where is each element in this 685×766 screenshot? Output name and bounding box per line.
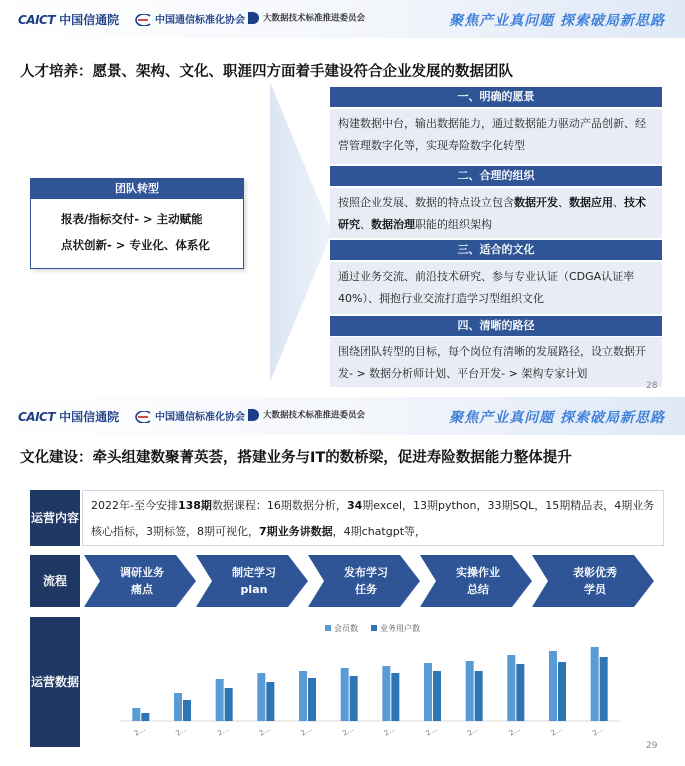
ccsa-icon xyxy=(134,411,152,423)
slide-29 xyxy=(0,397,685,766)
header-banner xyxy=(0,0,685,38)
bar-1-4 xyxy=(308,678,316,721)
slogan: 聚焦产业真问题 探索破局新思路 xyxy=(449,13,665,29)
x-tick-label-4: 2… xyxy=(299,724,314,738)
x-tick-label-6: 2… xyxy=(382,724,397,738)
x-tick-label-3: 2… xyxy=(257,724,272,738)
legend-swatch-0 xyxy=(325,625,331,631)
label-ops-content: 运营内容 xyxy=(30,490,80,546)
bar-0-5 xyxy=(341,668,349,721)
bar-1-10 xyxy=(558,662,566,721)
section-path-head: 四、清晰的路径 xyxy=(330,316,662,336)
legend-label-1: 业务用户数 xyxy=(380,624,420,633)
bdsc-icon xyxy=(246,11,260,25)
legend-swatch-1 xyxy=(371,625,377,631)
bar-0-2 xyxy=(216,679,224,721)
section-organization-head: 二、合理的组织 xyxy=(330,166,662,186)
team-transformation-card xyxy=(30,178,244,269)
bar-1-1 xyxy=(183,700,191,721)
section-organization-body: 按照企业发展、数据的特点设立包含数据开发、数据应用、技术研究、数据治理职能的组织架构 xyxy=(330,188,662,238)
process-step-1: 调研业务 痛点 xyxy=(120,566,164,596)
x-tick-label-8: 2… xyxy=(466,724,481,738)
process-step-2: 制定学习 plan xyxy=(232,566,276,596)
bar-1-6 xyxy=(391,673,399,721)
bar-1-3 xyxy=(266,682,274,721)
bdsc-logo: 大数据技术标准推进委员会 xyxy=(246,11,365,25)
team-card-line-1: 报表/指标交付- > 主动赋能 xyxy=(61,212,203,226)
bar-1-0 xyxy=(141,713,149,721)
bar-0-6 xyxy=(382,666,390,721)
header-banner xyxy=(0,397,685,435)
section-vision-head: 一、明确的愿景 xyxy=(330,87,662,107)
bar-0-10 xyxy=(549,651,557,721)
bar-0-4 xyxy=(299,671,307,721)
process-step-3: 发布学习 任务 xyxy=(344,566,388,596)
label-ops-data: 运营数据 xyxy=(30,617,80,747)
x-tick-label-7: 2… xyxy=(424,724,439,738)
section-culture-head: 三、适合的文化 xyxy=(330,240,662,260)
team-card-heading: 团队转型 xyxy=(31,179,243,199)
bar-0-7 xyxy=(424,663,432,721)
bar-0-0 xyxy=(132,708,140,721)
team-card-line-2: 点状创新- > 专业化、体系化 xyxy=(61,238,210,252)
x-tick-label-9: 2… xyxy=(507,724,522,738)
page-number: 29 xyxy=(646,741,658,751)
slide-title: 文化建设：牵头组建数聚菁英荟，搭建业务与IT的数桥梁，促进寿险数据能力整体提升 xyxy=(20,450,572,466)
bar-1-5 xyxy=(350,676,358,721)
section-path-body: 围绕团队转型的目标，每个岗位有清晰的发展路径，设立数据开发- > 数据分析师计划、平台开发- > 架构专家计划 xyxy=(330,337,662,387)
bar-1-11 xyxy=(600,657,608,721)
bar-1-8 xyxy=(475,671,483,721)
x-tick-label-11: 2… xyxy=(591,724,606,738)
bar-0-8 xyxy=(466,661,474,721)
bdsc-logo: 大数据技术标准推进委员会 xyxy=(246,408,365,422)
bar-0-9 xyxy=(507,655,515,721)
slogan: 聚焦产业真问题 探索破局新思路 xyxy=(449,410,665,426)
x-tick-label-2: 2… xyxy=(216,724,231,738)
bar-0-3 xyxy=(257,673,265,721)
x-tick-label-0: 2… xyxy=(132,724,147,738)
process-step-4: 实操作业 总结 xyxy=(456,566,500,596)
ccsa-icon xyxy=(134,14,152,26)
bar-0-11 xyxy=(591,647,599,721)
caict-logo: CAICT 中国信通院 xyxy=(18,410,120,424)
section-culture-body: 通过业务交流、前沿技术研究、参与专业认证（CDGA认证率40%）、拥抱行业交流打造学习型组织文化 xyxy=(330,262,662,314)
bar-1-9 xyxy=(516,664,524,721)
bar-1-7 xyxy=(433,671,441,721)
x-tick-label-5: 2… xyxy=(341,724,356,738)
legend-label-0: 会员数 xyxy=(334,624,358,633)
label-process: 流程 xyxy=(30,555,80,607)
section-vision-body: 构建数据中台，输出数据能力，通过数据能力驱动产品创新、经营管理数字化等，实现寿险数字化转型 xyxy=(330,109,662,164)
ops-content-box: 2022年-至今安排138期数据课程：16期数据分析，34期excel，13期python，33期SQL，15期精品表，4期业务核心指标，3期标签，8期可视化，7期业务讲数据，4期chatgpt等， xyxy=(82,490,664,546)
page-number: 28 xyxy=(646,381,658,391)
x-tick-label-1: 2… xyxy=(174,724,189,738)
caict-logo: CAICT 中国信通院 xyxy=(18,13,120,27)
process-step-5: 表彰优秀 学员 xyxy=(573,566,617,596)
bar-0-1 xyxy=(174,693,182,721)
bar-1-2 xyxy=(225,688,233,721)
x-tick-label-10: 2… xyxy=(549,724,564,738)
ops-data-chart xyxy=(100,619,640,747)
ccsa-logo: 中国通信标准化协会 xyxy=(134,11,245,26)
slide-title: 人才培养：愿景、架构、文化、职涯四方面着手建设符合企业发展的数据团队 xyxy=(20,64,513,80)
transition-chevron xyxy=(270,82,332,382)
ccsa-logo: 中国通信标准化协会 xyxy=(134,408,245,423)
bdsc-icon xyxy=(246,408,260,422)
